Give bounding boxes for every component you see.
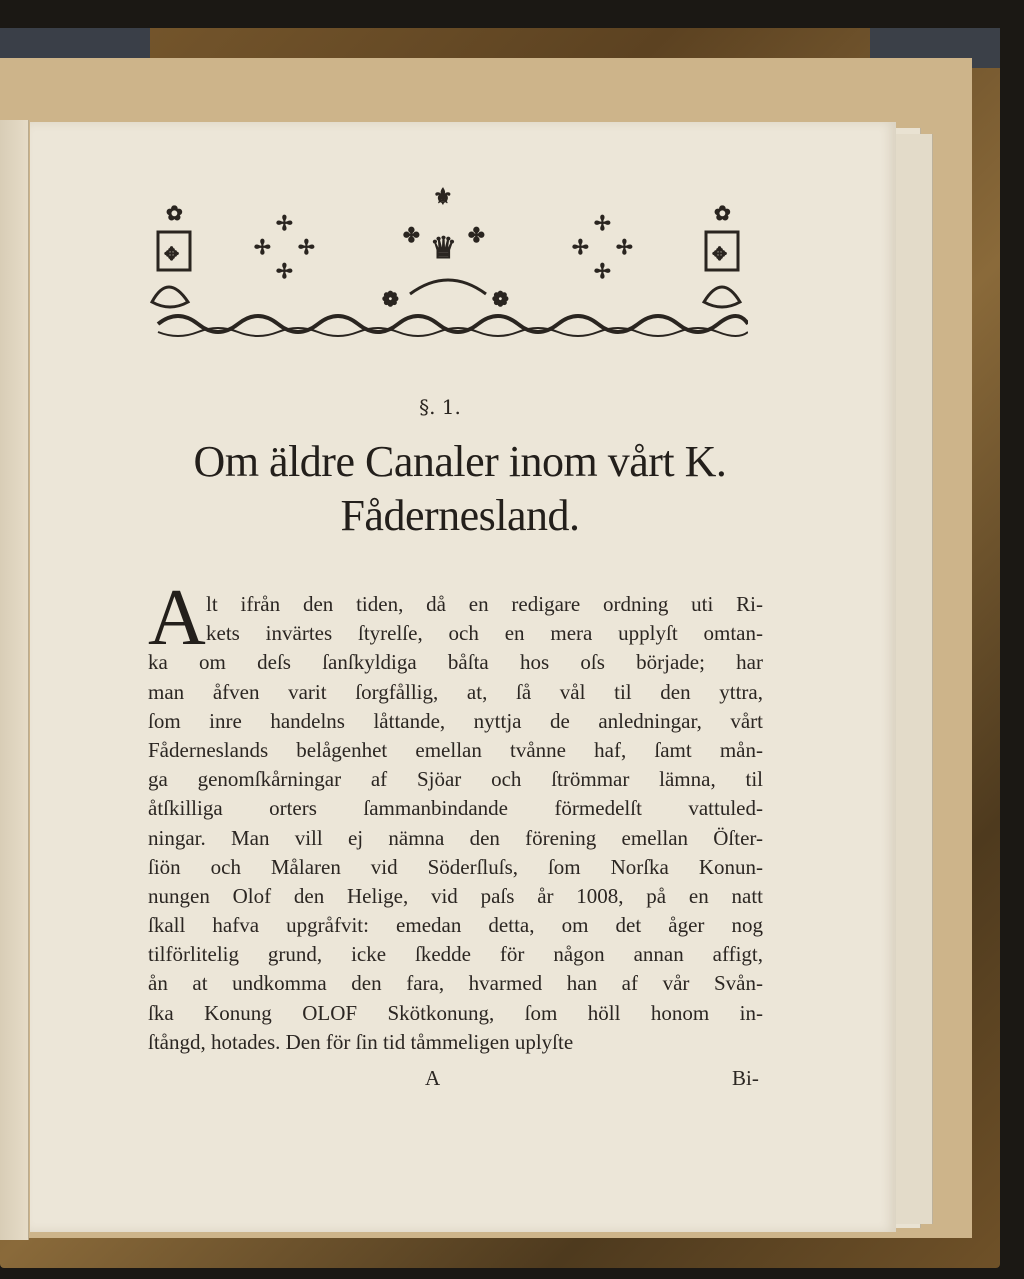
text-line: ningar. Man vill ej nämna den förening emellan Öſter- — [148, 825, 763, 850]
text-line: Fåderneslands belågenhet emellan tvånne haf, ſamt mån- — [148, 737, 763, 762]
section-number: §. 1. — [419, 395, 461, 419]
decorative-headpiece — [148, 182, 748, 342]
text-line: man åfven varit ſorgfållig, at, ſå vål til den yttra, — [148, 679, 763, 704]
page-edge-stack-2 — [890, 134, 933, 1224]
svg-text:⚜: ⚜ — [433, 185, 453, 210]
svg-text:✢: ✢ — [594, 211, 611, 235]
text-line: tilförlitelig grund, icke ſkedde för någon annan affigt, — [148, 942, 763, 967]
text-line: nungen Olof den Helige, vid paſs år 1008, på en natt — [148, 883, 763, 908]
cover-spine — [0, 28, 150, 58]
svg-text:✢: ✢ — [276, 259, 293, 283]
chapter-heading-line-1: Om äldre Canaler inom vårt K. — [193, 437, 727, 486]
svg-text:✢: ✢ — [254, 235, 271, 259]
svg-text:✤: ✤ — [403, 223, 420, 247]
svg-text:❁: ❁ — [382, 287, 399, 311]
text-line: ga genomſkårningar af Sjöar och ſtrömmar lämna, til — [148, 767, 763, 792]
text-line: ſka Konung OLOF Skötkonung, ſom höll honom in- — [148, 1000, 763, 1025]
text-line: ſkall hafva upgråfvit: emedan detta, om det åger nog — [148, 913, 763, 938]
left-page-edge — [0, 120, 29, 1240]
text-line: ſom inre handelns låttande, nyttja de anledningar, vårt — [148, 708, 763, 733]
svg-text:♛: ♛ — [430, 231, 457, 266]
svg-text:✢: ✢ — [616, 235, 633, 259]
text-line: ſtångd, hotades. Den för ſin tid tåmmeligen uplyſte — [148, 1029, 574, 1054]
catchword: Bi- — [732, 1066, 759, 1090]
signature-mark: A — [425, 1066, 441, 1090]
chapter-heading-line-2: Fådernesland. — [340, 491, 580, 540]
svg-text:✿: ✿ — [714, 201, 731, 225]
svg-text:❁: ❁ — [492, 287, 509, 311]
text-line: kets invärtes ſtyrelſe, och en mera upplyſt omtan- — [206, 621, 763, 646]
text-line: ſiön och Målaren vid Söderſluſs, ſom Norſka Konun- — [148, 854, 763, 879]
svg-text:✢: ✢ — [276, 211, 293, 235]
svg-text:✢: ✢ — [572, 235, 589, 259]
body-paragraph — [148, 590, 763, 1057]
svg-text:✢: ✢ — [594, 259, 611, 283]
svg-text:✿: ✿ — [166, 201, 183, 225]
text-line: lt ifrån den tiden, då en redigare ordning uti Ri- — [206, 592, 763, 616]
svg-text:✥: ✥ — [164, 244, 180, 265]
svg-text:✤: ✤ — [468, 223, 485, 247]
svg-text:✢: ✢ — [298, 235, 315, 259]
svg-text:✥: ✥ — [712, 244, 728, 265]
text-line: åtſkilliga orters ſammanbindande förmedelſt vattuled- — [148, 796, 763, 821]
text-line: ka om deſs ſanſkyldiga båſta hos oſs började; har — [148, 650, 763, 675]
drop-cap: A — [148, 574, 206, 662]
text-line: ån at undkomma den fara, hvarmed han af vår Svån- — [148, 971, 763, 996]
